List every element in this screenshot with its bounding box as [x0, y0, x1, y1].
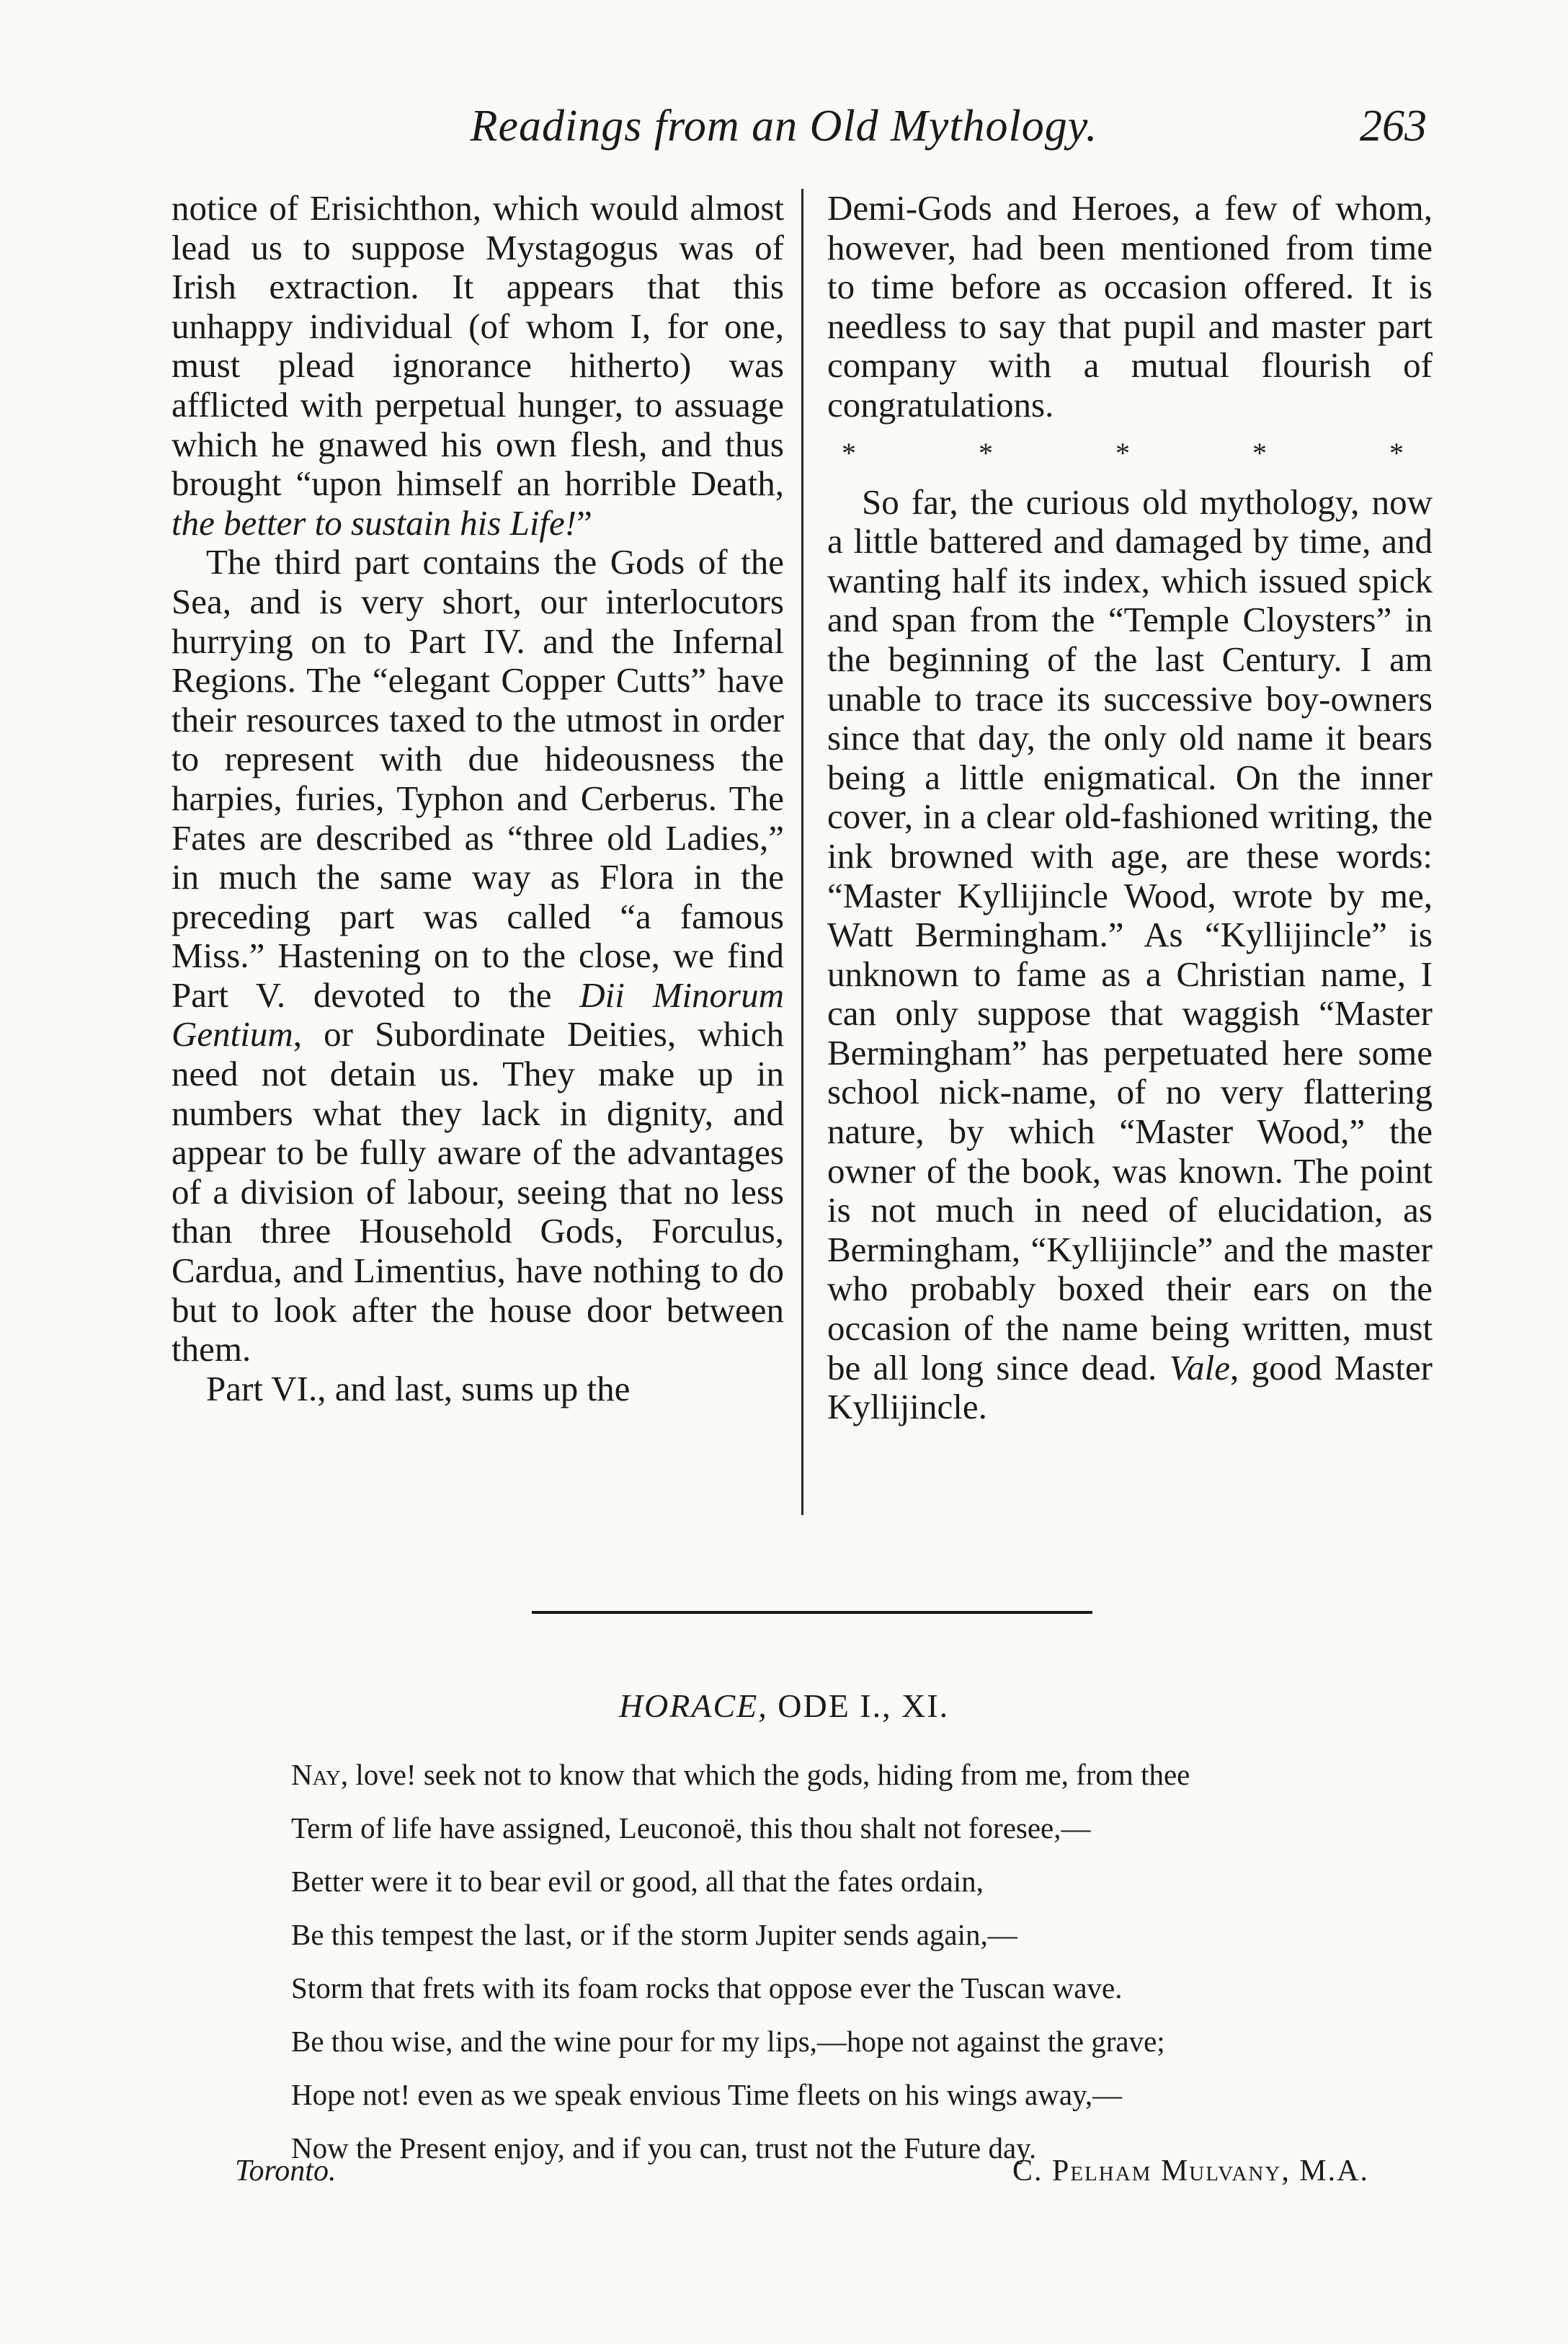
right-paragraph-2: So far, the curious old mythology, now a little battered and damaged by time, and wanting half its index, which issued spick and span from the “Temple Cloysters” in the beginning of the last Century. I am unable to trace its successive boy-owners since that day, the only old name it bears being a little enigmatical. On the inner cover, in a clear old-fashioned writing, the ink browned with age, are these words: “Master Kyllijincle Wood, wrote by me, Watt Bermingham.” As “Kyllijincle” is unknown to fame as a Christian name, I can only suppose that waggish “Master Bermingham” has perpetuated here some school nick-name, of no very flattering nature, by which “Master Wood,” the owner of the book, was known. The point is not much in need of elucidation, as Bermingham, “Kyllijincle” and the master who probably boxed their ears on the occasion of the name being written, must be all long since dead. Vale, good Master Kyllijincle. [827, 481, 1433, 1427]
poem-line: Hope not! even as we speak envious Time fleets on his wings away,— [291, 2078, 1123, 2111]
poem-line: Term of life have assigned, Leuconoë, this thou shalt not foresee,— [291, 1811, 1091, 1844]
place-signature: Toronto. [235, 2154, 337, 2188]
left-paragraph-1: notice of Erisichthon, which would almost lead us to suppose Mystagogus was of Irish extraction. It appears that this unhappy individual (of whom I, for one, must plead ignorance hitherto) was afflicted with perpetual hunger, to assuage which he gnawed his own flesh, and thus brought “upon himself an horrible Death, the better to sustain his Life!” [172, 188, 784, 543]
asterisk: * [1389, 437, 1404, 470]
right-column [827, 189, 1433, 1427]
poem-title: HORACE, ODE I., XI. [618, 1687, 950, 1724]
poem [291, 1748, 1372, 2175]
poem-line: Be this tempest the last, or if the storm Jupiter sends again,— [291, 1918, 1017, 1951]
page-number: 263 [1360, 102, 1427, 151]
poem-line: Storm that frets with its foam rocks that oppose ever the Tuscan wave. [291, 1971, 1123, 2005]
asterisk: * [1252, 437, 1267, 470]
running-title: Readings from an Old Mythology. [470, 102, 1098, 151]
asterisk: * [842, 437, 856, 470]
right-paragraph-1: Demi-Gods and Heroes, a few of whom, however, had been mentioned from time to time before as occasion offered. It is needless to say that pupil and master part company with a mutual flourish of congratulations. [827, 188, 1433, 425]
left-paragraph-3: Part VI., and last, sums up the [206, 1368, 631, 1408]
asterisk: * [1115, 437, 1130, 470]
asterisk: * [979, 437, 993, 470]
asterism [827, 425, 1433, 483]
author-signature: C. Pelham Mulvany, M.A. [1012, 2154, 1369, 2188]
section-rule [532, 1611, 1092, 1614]
poem-line: Better were it to bear evil or good, all that the fates ordain, [291, 1865, 984, 1898]
left-column [172, 189, 784, 1408]
column-divider [801, 189, 803, 1515]
poem-line: Be thou wise, and the wine pour for my lips,—hope not against the grave; [291, 2025, 1165, 2058]
poem-line: Now the Present enjoy, and if you can, trust not the Future day. [291, 2131, 1037, 2165]
poem-line: Nay, love! seek not to know that which the gods, hiding from me, from thee [291, 1758, 1190, 1791]
left-paragraph-2: The third part contains the Gods of the Sea, and is very short, our interlocutors hurrying on to Part IV. and the Infernal Regions. The “elegant Copper Cutts” have their resources taxed to the utmost in order to represent with due hideousness the harpies, furies, Typhon and Cerberus. The Fates are described as “three old Ladies,” in much the same way as Flora in the preceding part was called “a famous Miss.” Hastening on to the close, we find Part V. devoted to the Dii Minorum Gentium, or Subordinate Deities, which need not detain us. They make up in numbers what they lack in dignity, and appear to be fully aware of the advantages of a division of labour, seeing that no less than three Household Gods, Forculus, Cardua, and Limentius, have nothing to do but to look after the house door between them. [172, 542, 785, 1369]
